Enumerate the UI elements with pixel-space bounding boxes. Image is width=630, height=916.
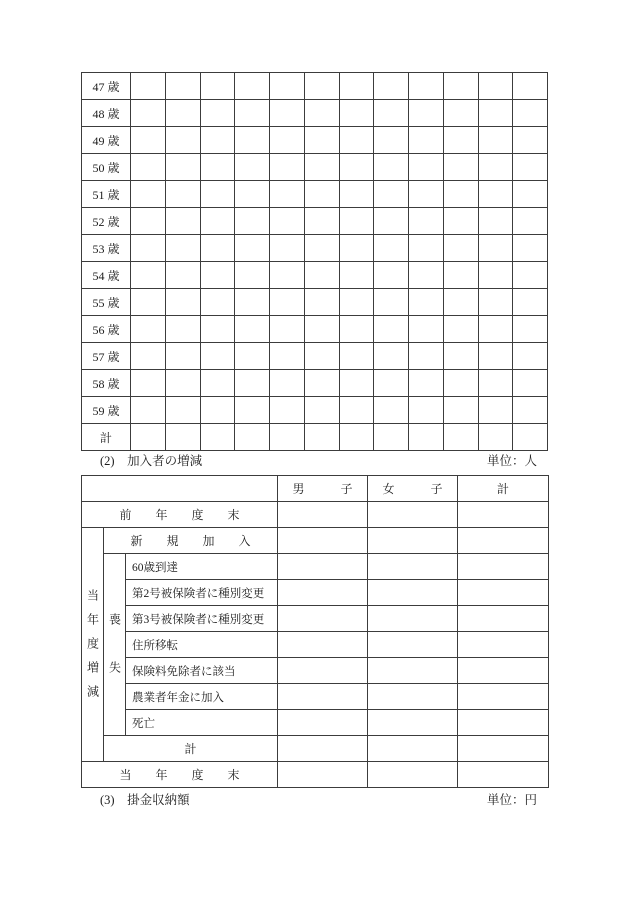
age-data-cell [235,208,270,235]
age-row [82,370,548,397]
age-data-cell [513,316,548,343]
age-data-cell [409,73,444,100]
age-data-cell [478,424,513,451]
age-row-label: 51 歳 [82,181,131,208]
age-data-cell [304,397,339,424]
age-data-cell [374,289,409,316]
age-data-cell [131,316,166,343]
age-data-cell [165,235,200,262]
age-data-cell [235,397,270,424]
row-current-year-end [82,762,549,788]
data-cell-female [368,632,458,658]
age-data-cell [478,289,513,316]
data-cell-female [368,684,458,710]
age-data-cell [339,235,374,262]
age-data-cell [374,100,409,127]
age-data-cell [131,208,166,235]
age-data-cell [200,289,235,316]
age-data-cell [478,316,513,343]
age-data-cell [200,181,235,208]
row-prev-year-end [82,502,549,528]
age-data-cell [513,100,548,127]
age-data-cell [374,154,409,181]
age-data-cell [478,208,513,235]
data-cell-male [278,684,368,710]
age-row-label: 52 歳 [82,208,131,235]
data-cell-total [458,736,549,762]
data-cell-male [278,580,368,606]
age-data-cell [304,370,339,397]
age-data-cell [235,370,270,397]
age-data-cell [339,343,374,370]
age-data-cell [443,262,478,289]
age-row [82,208,548,235]
age-data-cell [443,73,478,100]
age-data-cell [131,370,166,397]
age-data-cell [304,424,339,451]
age-data-cell [165,154,200,181]
age-data-cell [409,397,444,424]
age-data-cell [339,154,374,181]
row-label-new-enrollment: 新 規 加 入 [104,528,278,554]
age-data-cell [478,235,513,262]
data-cell-total [458,528,549,554]
mem-header-row [82,476,549,502]
row-label-loss-type3: 第3号被保険者に種別変更 [126,606,278,632]
age-row-label: 47 歳 [82,73,131,100]
data-cell-total [458,684,549,710]
age-data-cell [235,424,270,451]
age-data-cell [339,424,374,451]
row-label-loss-death: 死亡 [126,710,278,736]
age-data-cell [443,154,478,181]
age-data-cell [235,73,270,100]
col-header-female: 女 子 [368,476,458,502]
row-label-loss-move: 住所移転 [126,632,278,658]
current-year-change-vertical-text: 当 年 度 増 減 [85,588,100,697]
row-loss-type2 [82,580,549,606]
data-cell-male [278,632,368,658]
age-data-cell [443,370,478,397]
col-header-male: 男 子 [278,476,368,502]
age-data-cell [200,208,235,235]
age-data-cell [409,343,444,370]
data-cell-male [278,502,368,528]
age-data-cell [443,235,478,262]
age-data-cell [235,316,270,343]
age-data-cell [131,424,166,451]
data-cell-female [368,736,458,762]
row-loss-type3 [82,606,549,632]
age-data-cell [270,289,305,316]
age-row-label: 56 歳 [82,316,131,343]
age-data-cell [165,181,200,208]
data-cell-total [458,762,549,788]
age-data-cell [478,262,513,289]
age-row [82,235,548,262]
age-data-cell [513,73,548,100]
age-row-label: 55 歳 [82,289,131,316]
age-row-label: 49 歳 [82,127,131,154]
age-data-cell [270,208,305,235]
section2-heading: (2) 加入者の増減 [100,454,203,468]
age-data-cell [131,100,166,127]
row-label-current-year-end: 当 年 度 末 [82,762,278,788]
age-row-label: 57 歳 [82,343,131,370]
age-row [82,262,548,289]
age-data-cell [443,424,478,451]
age-data-cell [270,262,305,289]
row-label-loss-farmers-pension: 農業者年金に加入 [126,684,278,710]
data-cell-total [458,554,549,580]
age-data-cell [409,235,444,262]
age-data-cell [443,100,478,127]
age-data-cell [443,208,478,235]
age-data-cell [165,262,200,289]
data-cell-female [368,528,458,554]
data-cell-female [368,502,458,528]
age-data-cell [235,289,270,316]
age-data-cell [235,100,270,127]
data-cell-female [368,606,458,632]
age-row-label: 53 歳 [82,235,131,262]
age-data-cell [304,181,339,208]
age-data-cell [513,289,548,316]
age-row [82,73,548,100]
age-data-cell [270,424,305,451]
age-data-cell [165,343,200,370]
age-data-cell [270,397,305,424]
age-data-cell [131,73,166,100]
section3-unit-label: 単位：円 [487,793,538,807]
age-data-cell [200,127,235,154]
age-data-cell [478,181,513,208]
age-data-cell [165,289,200,316]
age-data-cell [235,154,270,181]
age-data-cell [270,343,305,370]
data-cell-male [278,606,368,632]
age-data-cell [339,208,374,235]
membership-change-table [81,475,549,788]
age-data-cell [374,208,409,235]
age-data-cell [374,370,409,397]
age-data-cell [409,370,444,397]
age-data-cell [409,100,444,127]
age-data-cell [270,181,305,208]
age-data-cell [165,127,200,154]
age-data-cell [270,73,305,100]
age-data-cell [235,127,270,154]
age-data-cell [304,100,339,127]
data-cell-female [368,710,458,736]
age-data-cell [200,316,235,343]
age-data-cell [235,181,270,208]
age-data-cell [200,397,235,424]
age-data-cell [304,127,339,154]
age-data-cell [374,397,409,424]
age-data-cell [443,181,478,208]
age-data-cell [339,370,374,397]
col-header-total: 計 [458,476,549,502]
age-data-cell [339,181,374,208]
age-data-cell [443,316,478,343]
age-data-cell [374,181,409,208]
age-data-cell [304,235,339,262]
row-loss-exempt [82,658,549,684]
data-cell-total [458,658,549,684]
age-data-cell [131,154,166,181]
age-row [82,154,548,181]
age-row [82,127,548,154]
data-cell-male [278,554,368,580]
age-data-cell [374,343,409,370]
age-data-cell [409,208,444,235]
age-data-cell [165,424,200,451]
age-data-cell [235,343,270,370]
age-data-cell [513,424,548,451]
age-data-cell [131,397,166,424]
row-loss-move [82,632,549,658]
data-cell-female [368,658,458,684]
age-data-cell [513,154,548,181]
row-loss-age60 [82,554,549,580]
data-cell-male [278,658,368,684]
age-data-cell [270,370,305,397]
age-data-cell [339,316,374,343]
age-data-cell [374,235,409,262]
age-data-cell [131,262,166,289]
age-data-cell [200,235,235,262]
age-data-cell [304,154,339,181]
data-cell-female [368,580,458,606]
age-row-label: 58 歳 [82,370,131,397]
age-data-cell [513,262,548,289]
age-data-cell [409,127,444,154]
age-data-cell [513,397,548,424]
age-data-cell [270,154,305,181]
age-data-cell [339,397,374,424]
age-data-cell [200,73,235,100]
age-data-cell [131,343,166,370]
age-data-cell [443,397,478,424]
row-label-subtotal: 計 [104,736,278,762]
age-data-cell [165,370,200,397]
age-data-cell [513,343,548,370]
age-data-cell [131,127,166,154]
age-data-cell [304,316,339,343]
group-label-current-year-change [82,528,104,762]
age-row-total [82,424,548,451]
age-data-cell [339,100,374,127]
section3-heading: (3) 掛金収納額 [100,793,190,807]
age-data-cell [478,127,513,154]
age-data-cell [478,73,513,100]
data-cell-female [368,762,458,788]
row-loss-farmers-pension [82,684,549,710]
row-label-loss-type2: 第2号被保険者に種別変更 [126,580,278,606]
age-row-label-total: 計 [82,424,131,451]
age-data-cell [443,343,478,370]
data-cell-total [458,632,549,658]
age-data-cell [409,316,444,343]
age-row [82,397,548,424]
age-row [82,100,548,127]
row-loss-death [82,710,549,736]
age-row-label: 54 歳 [82,262,131,289]
age-data-cell [409,424,444,451]
age-data-cell [270,316,305,343]
age-data-cell [304,73,339,100]
age-data-cell [478,343,513,370]
loss-vertical-text: 喪 失 [107,612,122,673]
row-label-prev-year-end: 前 年 度 末 [82,502,278,528]
age-data-cell [131,235,166,262]
age-data-cell [131,289,166,316]
age-row-label: 50 歳 [82,154,131,181]
age-data-cell [513,235,548,262]
age-data-cell [478,370,513,397]
age-data-cell [165,316,200,343]
age-data-cell [165,208,200,235]
age-data-cell [200,100,235,127]
data-cell-male [278,710,368,736]
age-row-label: 59 歳 [82,397,131,424]
age-data-cell [409,154,444,181]
age-data-cell [513,127,548,154]
age-data-cell [200,154,235,181]
data-cell-female [368,554,458,580]
age-row [82,289,548,316]
age-data-cell [339,127,374,154]
age-data-cell [443,127,478,154]
age-data-cell [200,424,235,451]
age-data-cell [409,289,444,316]
age-data-cell [270,127,305,154]
data-cell-total [458,710,549,736]
data-cell-total [458,580,549,606]
age-data-cell [478,100,513,127]
age-row-label: 48 歳 [82,100,131,127]
age-data-cell [513,370,548,397]
age-data-cell [131,181,166,208]
age-data-cell [409,262,444,289]
age-data-cell [270,100,305,127]
group-label-loss [104,554,126,736]
age-data-cell [339,289,374,316]
age-data-cell [478,154,513,181]
age-data-cell [165,397,200,424]
age-distribution-table [81,72,548,451]
row-subtotal [82,736,549,762]
age-data-cell [200,343,235,370]
age-data-cell [200,262,235,289]
age-data-cell [339,262,374,289]
age-data-cell [374,73,409,100]
age-data-cell [374,316,409,343]
age-data-cell [374,424,409,451]
data-cell-male [278,528,368,554]
age-data-cell [165,100,200,127]
age-data-cell [304,289,339,316]
section2-unit-label: 単位：人 [487,454,538,468]
age-data-cell [304,343,339,370]
row-label-loss-exempt: 保険料免除者に該当 [126,658,278,684]
age-row [82,316,548,343]
age-row [82,181,548,208]
age-data-cell [304,208,339,235]
age-data-cell [374,127,409,154]
header-corner-cell [82,476,278,502]
data-cell-total [458,502,549,528]
age-data-cell [165,73,200,100]
age-data-cell [235,235,270,262]
age-data-cell [339,73,374,100]
row-label-loss-age60: 60歳到達 [126,554,278,580]
age-row [82,343,548,370]
age-data-cell [409,181,444,208]
data-cell-total [458,606,549,632]
age-data-cell [200,370,235,397]
age-data-cell [513,208,548,235]
data-cell-male [278,762,368,788]
age-data-cell [235,262,270,289]
age-data-cell [304,262,339,289]
age-data-cell [270,235,305,262]
row-new-enrollment [82,528,549,554]
age-data-cell [374,262,409,289]
age-data-cell [478,397,513,424]
data-cell-male [278,736,368,762]
age-data-cell [443,289,478,316]
age-data-cell [513,181,548,208]
